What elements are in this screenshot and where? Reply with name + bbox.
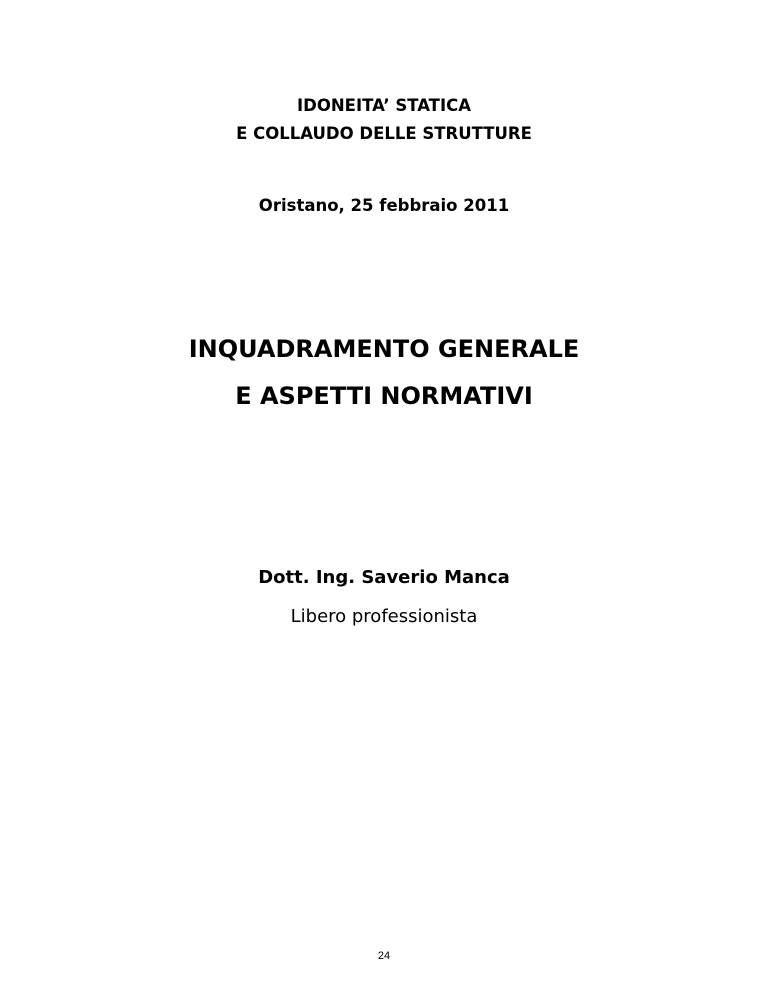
author-name: Dott. Ing. Saverio Manca — [258, 567, 510, 588]
event-title-line-1: IDONEITA’ STATICA — [297, 96, 471, 115]
document-title-line-1: INQUADRAMENTO GENERALE — [188, 335, 580, 363]
event-place-date: Oristano, 25 febbraio 2011 — [258, 196, 510, 215]
page-number: 24 — [377, 950, 391, 962]
author-role: Libero professionista — [290, 606, 478, 627]
event-title-line-2: E COLLAUDO DELLE STRUTTURE — [236, 124, 532, 143]
document-title-line-2: E ASPETTI NORMATIVI — [235, 382, 533, 410]
